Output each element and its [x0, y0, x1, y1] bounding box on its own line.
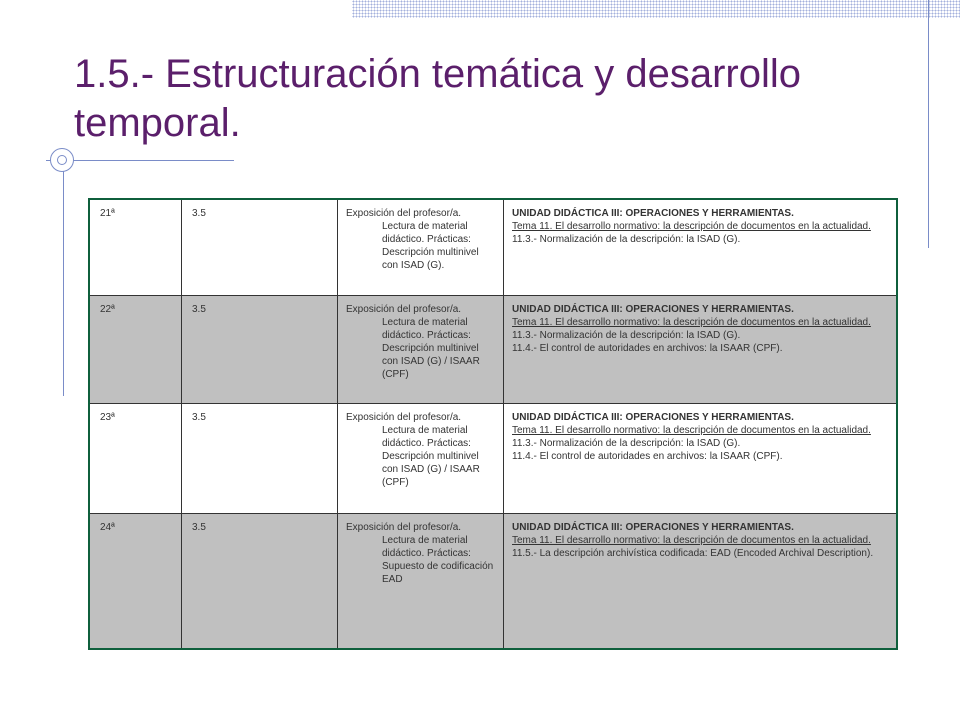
activity-text: Exposición del profesor/a. Lectura de material didáctico. Prácticas: Descripción multinivel con ISAD (G) / ISAAR (CPF) [346, 412, 480, 488]
title-underline [46, 160, 234, 161]
topic-link[interactable]: Tema 11. El desarrollo normativo: la descripción de documentos en la actualidad. [512, 221, 871, 232]
crosshair-circle-icon [50, 148, 74, 172]
slide-title: 1.5.- Estructuración temática y desarrollo temporal. [74, 52, 801, 145]
hours-cell: 3.5 [182, 514, 338, 648]
session-cell: 24ª [90, 514, 182, 648]
content-cell [504, 514, 896, 648]
hours-cell: 3.5 [182, 296, 338, 403]
topic-link[interactable]: Tema 11. El desarrollo normativo: la descripción de documentos en la actualidad. [512, 425, 871, 436]
activity-cell [338, 404, 504, 513]
subtopic-item: 11.3.- Normalización de la descripción: la ISAD (G). [512, 438, 741, 449]
hours-cell: 3.5 [182, 200, 338, 295]
subtopic-item: 11.3.- Normalización de la descripción: la ISAD (G). [512, 330, 741, 341]
unit-heading: UNIDAD DIDÁCTICA III: OPERACIONES Y HERRAMIENTAS. [512, 412, 794, 423]
decorative-vertical-line [928, 0, 929, 248]
content-cell [504, 404, 896, 513]
schedule-table [88, 198, 898, 650]
session-cell: 21ª [90, 200, 182, 295]
content-cell [504, 200, 896, 295]
session-cell: 22ª [90, 296, 182, 403]
unit-heading: UNIDAD DIDÁCTICA III: OPERACIONES Y HERRAMIENTAS. [512, 522, 794, 533]
subtopic-item: 11.3.- Normalización de la descripción: la ISAD (G). [512, 234, 741, 245]
activity-cell [338, 200, 504, 295]
unit-heading: UNIDAD DIDÁCTICA III: OPERACIONES Y HERRAMIENTAS. [512, 304, 794, 315]
table-row [90, 514, 896, 648]
activity-cell [338, 296, 504, 403]
topic-link[interactable]: Tema 11. El desarrollo normativo: la descripción de documentos en la actualidad. [512, 535, 871, 546]
activity-text: Exposición del profesor/a. Lectura de material didáctico. Prácticas: Supuesto de codificación EAD [346, 522, 494, 585]
table-row [90, 200, 896, 296]
subtopic-item: 11.4.- El control de autoridades en archivos: la ISAAR (CPF). [512, 451, 783, 462]
session-cell: 23ª [90, 404, 182, 513]
activity-cell [338, 514, 504, 648]
hours-cell: 3.5 [182, 404, 338, 513]
decorative-vertical-line [63, 150, 64, 396]
activity-text: Exposición del profesor/a. Lectura de material didáctico. Prácticas: Descripción multinivel con ISAD (G). [346, 208, 479, 271]
table-row [90, 296, 896, 404]
subtopic-item: 11.5.- La descripción archivística codificada: EAD (Encoded Archival Description). [512, 548, 874, 559]
decorative-dot-pattern [352, 0, 960, 18]
activity-text: Exposición del profesor/a. Lectura de material didáctico. Prácticas: Descripción multinivel con ISAD (G) / ISAAR (CPF) [346, 304, 480, 380]
topic-link[interactable]: Tema 11. El desarrollo normativo: la descripción de documentos en la actualidad. [512, 317, 871, 328]
unit-heading: UNIDAD DIDÁCTICA III: OPERACIONES Y HERRAMIENTAS. [512, 208, 794, 219]
subtopic-item: 11.4.- El control de autoridades en archivos: la ISAAR (CPF). [512, 343, 783, 354]
table-row [90, 404, 896, 514]
content-cell [504, 296, 896, 403]
